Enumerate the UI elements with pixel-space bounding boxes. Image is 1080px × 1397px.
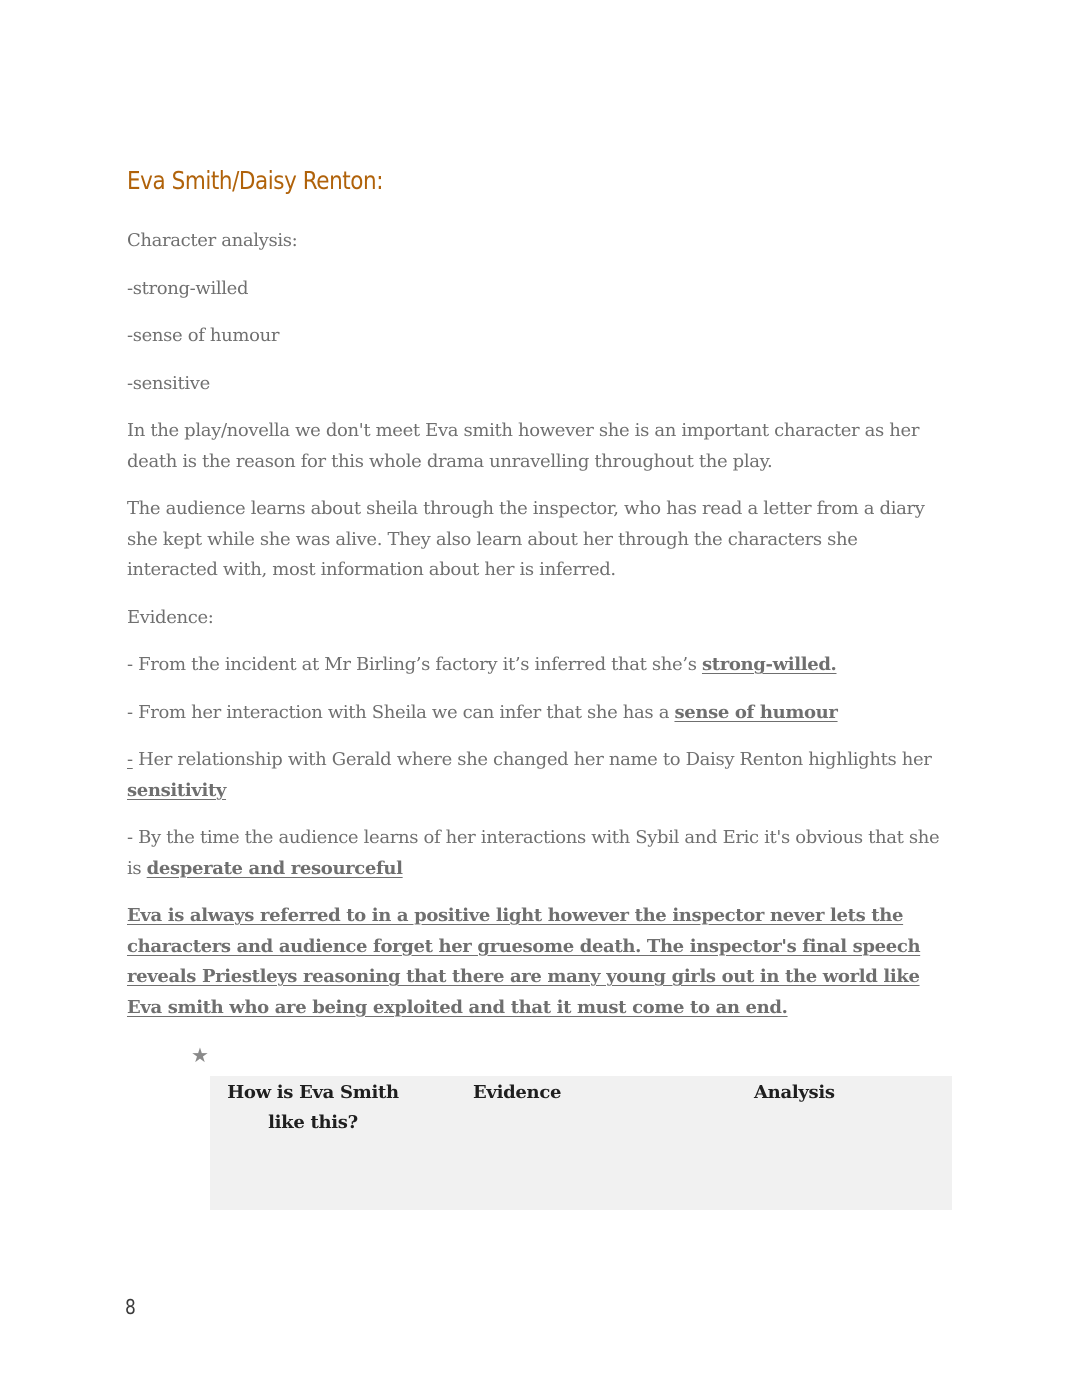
trait-item: -strong-willed	[127, 277, 249, 299]
evidence-label: Evidence:	[127, 606, 214, 628]
audience-paragraph: The audience learns about sheila through the inspector, who has read a letter from a diary she kept while she was alive. They also learn about her through the characters she interacted with, most information about her is inferred.	[127, 498, 925, 580]
trait-item: -sensitive	[127, 372, 210, 394]
character-analysis-label: Character analysis:	[127, 230, 298, 251]
star-icon: ★	[191, 1043, 209, 1067]
page-number: 8	[125, 1295, 136, 1319]
evidence-item	[127, 650, 947, 681]
intro-paragraph: In the play/novella we don't meet Eva smith however she is an important character as her death is the reason for this whole drama unravelling throughout the play.	[127, 420, 920, 472]
page-title: Eva Smith/Daisy Renton:	[127, 166, 384, 195]
evidence-dash: -	[127, 749, 133, 770]
evidence-text: Her relationship with Gerald where she changed her name to Daisy Renton highlights her	[132, 749, 932, 770]
document-body	[127, 226, 947, 1040]
evidence-text: - By the time the audience learns of her interactions with Sybil and Eric it's obvious that she is	[127, 827, 940, 879]
evidence-emphasis: sensitivity	[127, 779, 227, 801]
table-header-how: How is Eva Smith like this?	[227, 1082, 399, 1133]
evidence-item	[127, 745, 947, 806]
evidence-item	[127, 823, 947, 884]
evidence-emphasis: desperate and resourceful	[146, 857, 403, 879]
conclusion-paragraph: Eva is always referred to in a positive light however the inspector never lets the characters and audience forget her gruesome death. The inspector's final speech reveals Priestleys reasoning that there are many young girls out in the world like Eva smith who are being exploited and that it must come to an end.	[127, 905, 921, 1018]
evidence-text: - From the incident at Mr Birling’s factory it’s inferred that she’s	[127, 654, 702, 675]
evidence-emphasis: strong-willed.	[701, 654, 837, 675]
trait-item: -sense of humour	[127, 325, 280, 346]
evidence-text: - From her interaction with Sheila we can infer that she has a	[127, 701, 675, 723]
evidence-item	[127, 698, 947, 729]
evidence-emphasis: sense of humour	[674, 701, 838, 723]
table-header-analysis: Analysis	[754, 1082, 835, 1103]
table-header-evidence: Evidence	[473, 1082, 562, 1103]
